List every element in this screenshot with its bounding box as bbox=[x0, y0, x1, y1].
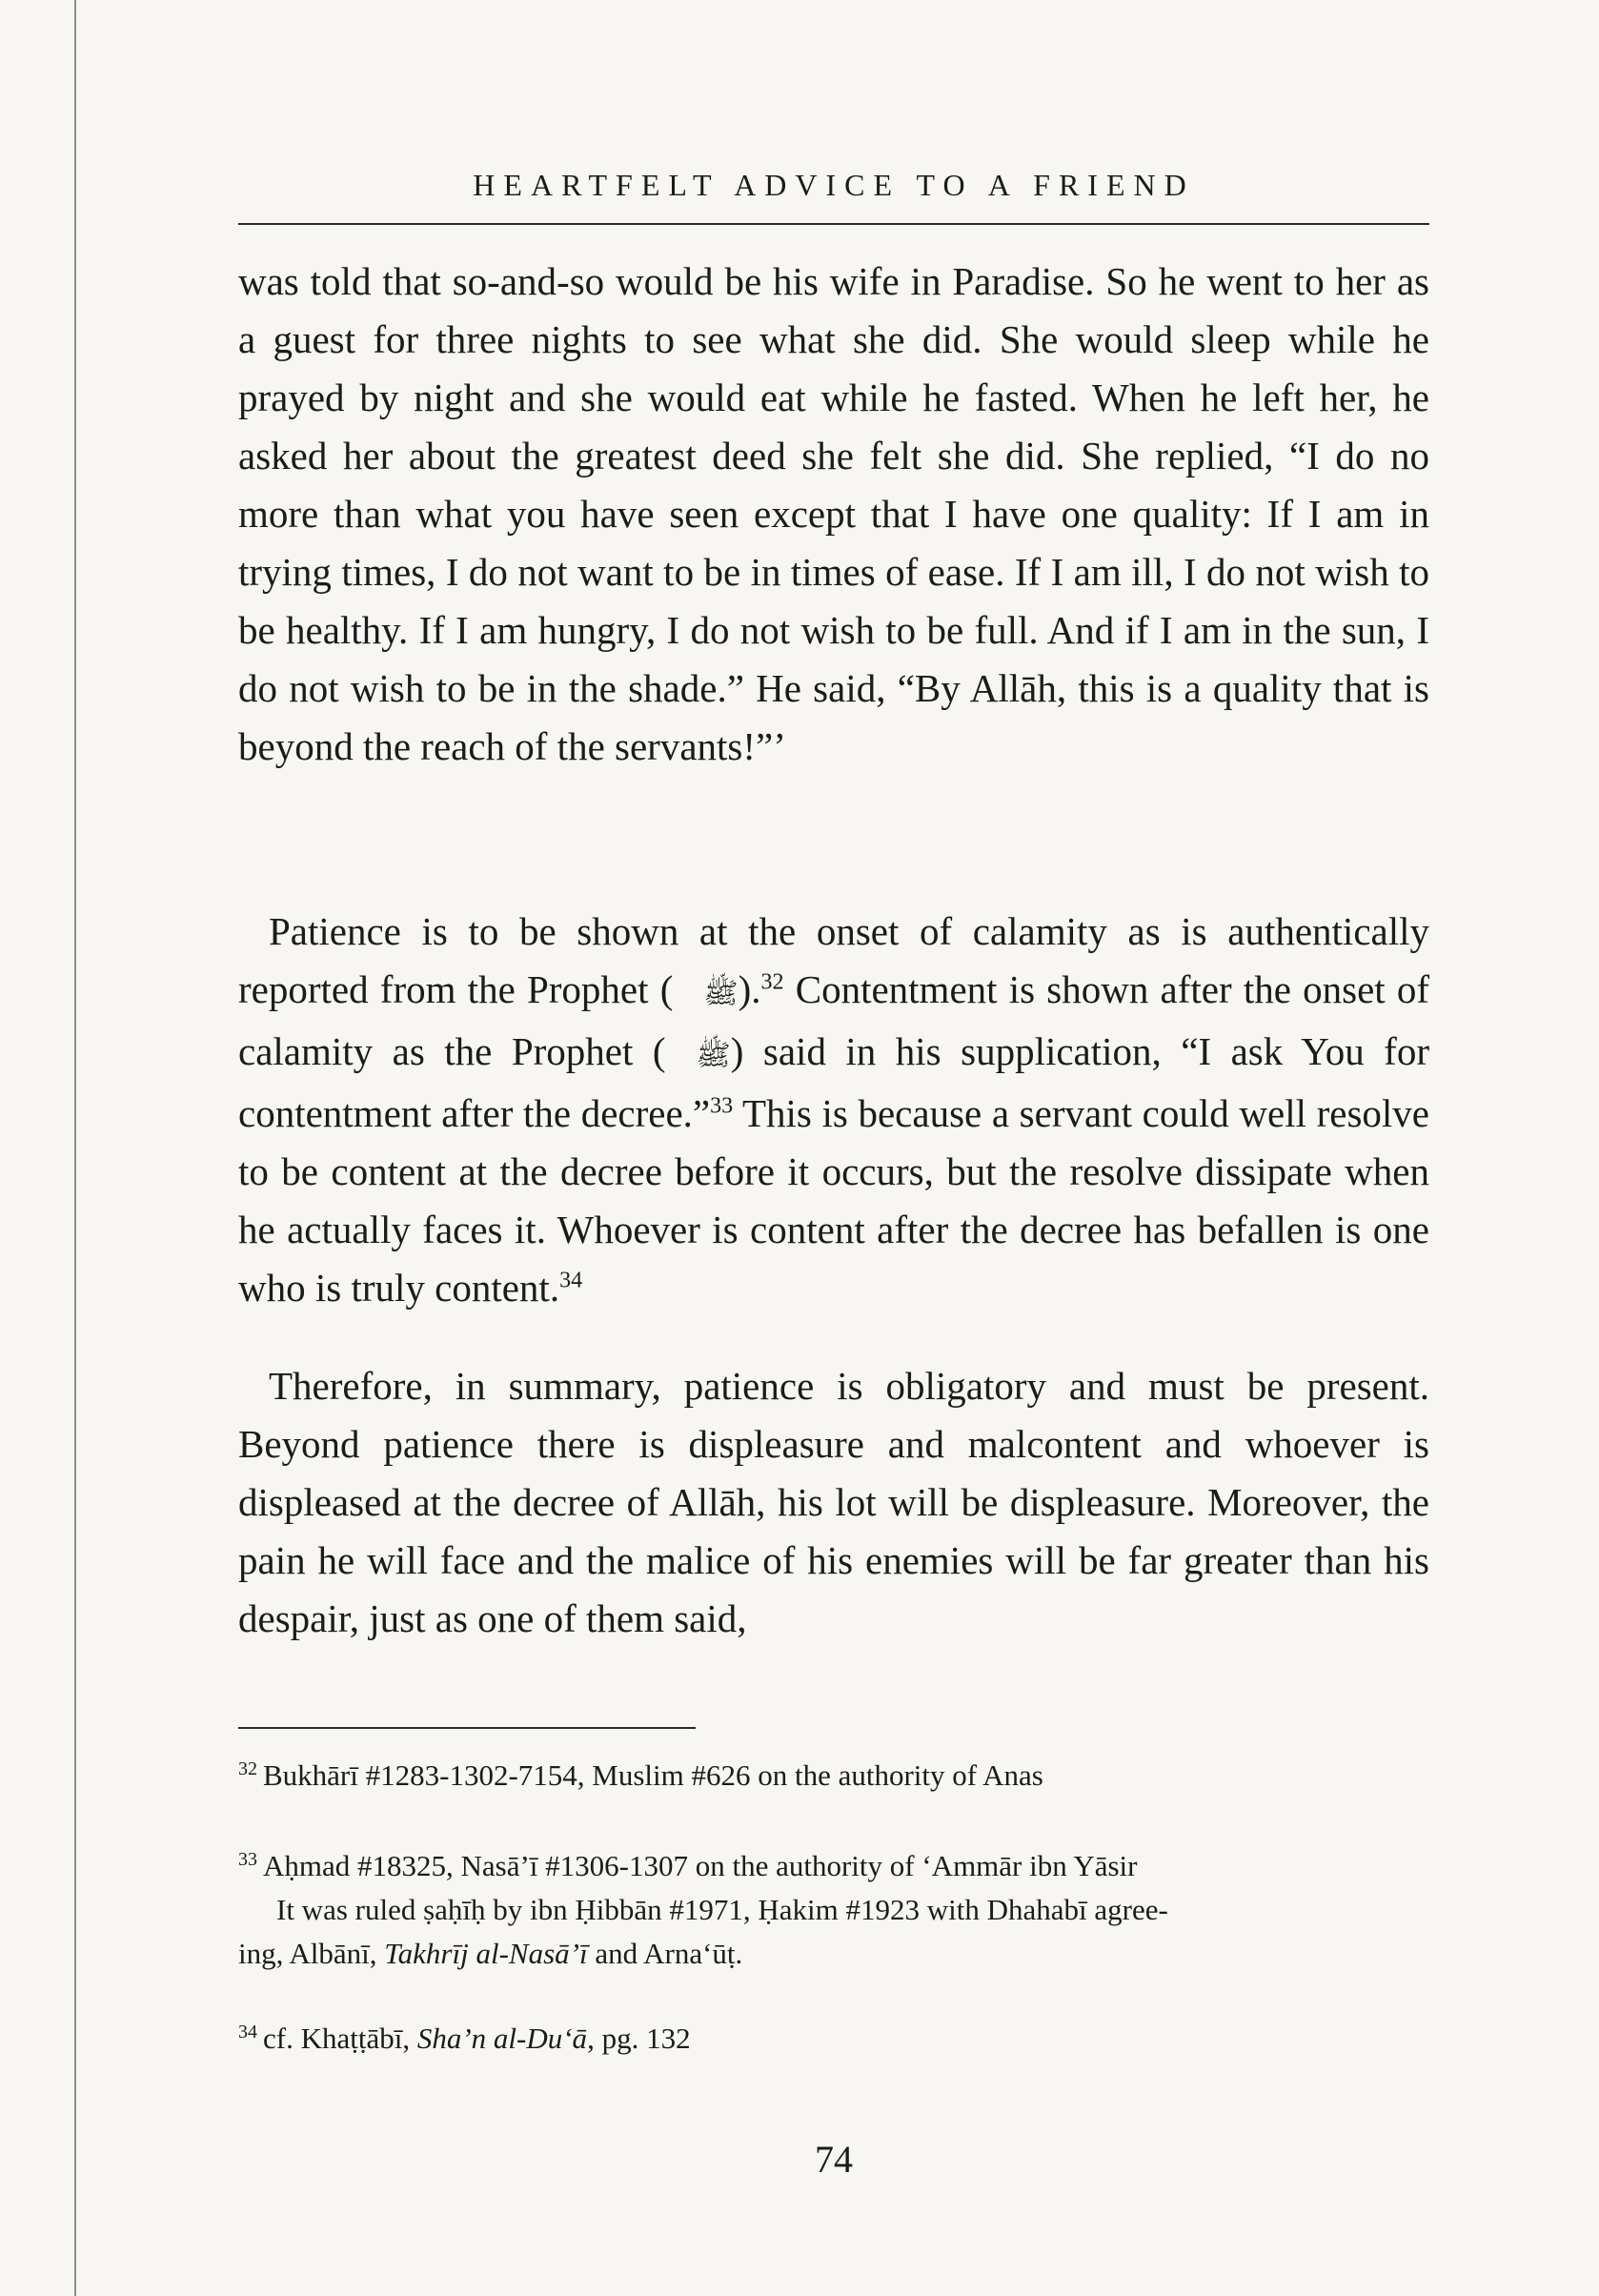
footnote-34 bbox=[238, 2017, 1429, 2061]
footnote-33 bbox=[238, 1844, 1429, 1976]
binding-edge-line bbox=[74, 0, 76, 2296]
footnote-text-line-3 bbox=[238, 1932, 1429, 1976]
citation-title: Takhrīj al-Nasā’ī bbox=[384, 1937, 588, 1970]
footnote-ref-33[interactable]: 33 bbox=[710, 1093, 734, 1119]
paragraph-3-text: Therefore, in summary, patience is obligatory and must be present. Beyond patience there is displeasure and malcontent and whoever is displeased at the decree of Allāh, his lot will be displeasure. Moreover, the pain he will face and the malice of his enemies will be far greater than his despair, just as one of them said, bbox=[238, 1364, 1429, 1640]
footnote-separator bbox=[238, 1727, 696, 1729]
honorific-glyph: ﷺ bbox=[703, 978, 739, 1010]
footnote-text-end: , pg. 132 bbox=[587, 2022, 691, 2055]
running-header: HEARTFELT ADVICE TO A FRIEND bbox=[473, 168, 1195, 202]
footnote-text-start: cf. Khaṭṭābī, bbox=[263, 2022, 417, 2055]
paragraph-2 bbox=[238, 903, 1429, 1317]
footnote-number: 32 bbox=[238, 1758, 257, 1779]
footnote-number: 34 bbox=[238, 2021, 257, 2042]
footnote-32 bbox=[238, 1754, 1429, 1798]
footnote-text: Bukhārī #1283-1302-7154, Muslim #626 on the authority of Anas bbox=[263, 1758, 1043, 1792]
footnote-text-line-2: It was ruled ṣaḥīḥ by ibn Ḥibbān #1971, Ḥakim #1923 with Dhahabī agree- bbox=[276, 1893, 1168, 1926]
paragraph-2-text-5: This is because a servant could well resolve to be content at the decree before it occurs, but the resolve dissipate when he actually faces it. Whoever is content after the decree has befallen is one who is truly content. bbox=[238, 1091, 1429, 1311]
paragraph-2-text-2: ). bbox=[738, 967, 761, 1011]
paragraph-2-text-3: Contentment is shown after the onset of calamity as the Prophet ( bbox=[238, 967, 1430, 1074]
honorific-glyph: ﷺ bbox=[696, 1040, 731, 1072]
header-rule bbox=[238, 223, 1429, 225]
footnote-number: 33 bbox=[238, 1848, 257, 1870]
footnote-text-line-1: Aḥmad #18325, Nasā’ī #1306-1307 on the authority of ‘Ammār ibn Yāsir bbox=[263, 1849, 1138, 1882]
paragraph-2-text-1: Patience is to be shown at the onset of calamity as is authentically reported from the Prophet ( bbox=[238, 909, 1429, 1011]
footnote-ref-32[interactable]: 32 bbox=[760, 969, 784, 995]
page-number: 74 bbox=[815, 2138, 853, 2181]
paragraph-3 bbox=[238, 1357, 1429, 1648]
citation-title: Sha’n al-Du‘ā bbox=[416, 2022, 588, 2055]
footnote-text-line-3-end: and Arna‘ūṭ. bbox=[587, 1937, 743, 1970]
footnote-text-line-3-start: ing, Albānī, bbox=[238, 1937, 385, 1970]
paragraph-1-text: was told that so-and-so would be his wife in Paradise. So he went to her as a guest for three nights to see what she did. She would sleep while he prayed by night and she would eat while he fasted. When he left her, he asked her about the greatest deed she felt she did. She replied, “I do no more than what you have seen except that I have one quality: If I am in trying times, I do not want to be in times of ease. If I am ill, I do not wish to be healthy. If I am hungry, I do not wish to be full. And if I am in the sun, I do not wish to be in the shade.” He said, “By Allāh, this is a quality that is beyond the reach of the servants!”’ bbox=[238, 259, 1429, 768]
paragraph-1 bbox=[238, 253, 1429, 776]
paragraph-2-text-4: ) said in his supplication, “I ask You for contentment after the decree.” bbox=[238, 1029, 1429, 1136]
footnote-ref-34[interactable]: 34 bbox=[559, 1268, 583, 1293]
